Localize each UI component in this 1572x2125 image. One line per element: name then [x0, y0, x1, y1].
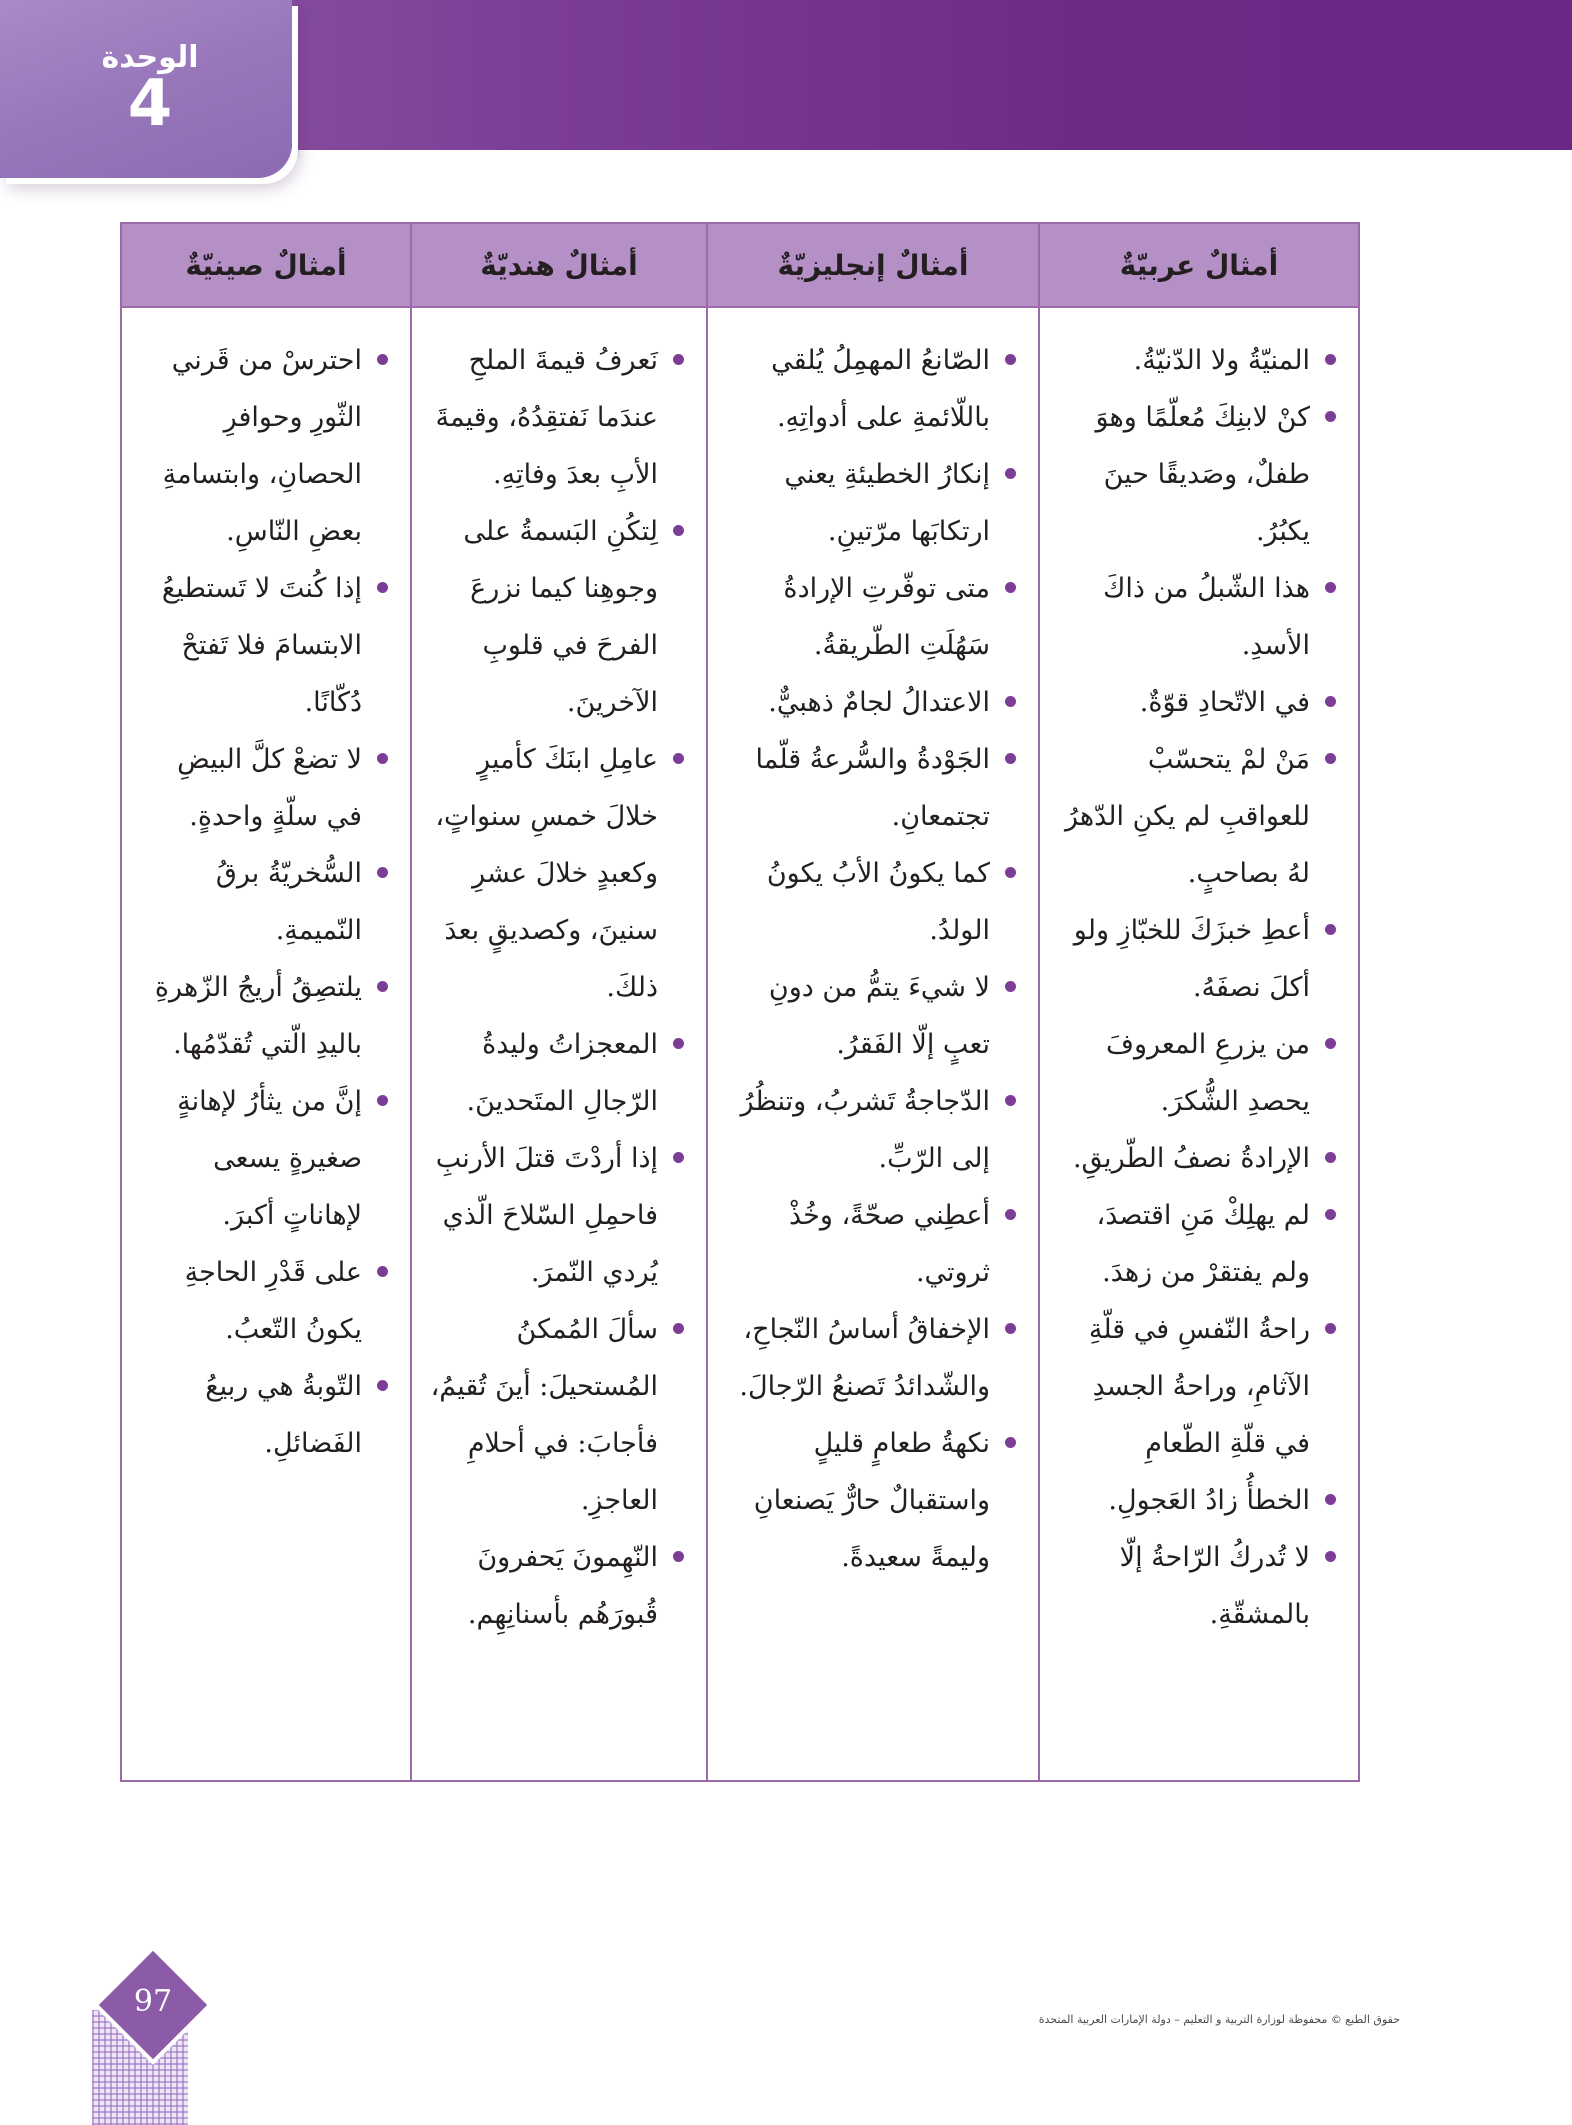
column-header: أمثالٌ هنديّةٌ — [412, 224, 706, 308]
proverb-item — [430, 1301, 684, 1529]
proverb-text: الخطأُ زادُ العَجولِ. — [1108, 1485, 1310, 1516]
proverb-text: إذا كُنتَ لا تَستطيعُ الابتسامَ فلا تَفتحْ دُكّانًا. — [161, 573, 362, 718]
proverb-text: الإرادةُ نصفُ الطّريقِ. — [1072, 1143, 1310, 1174]
proverb-item — [140, 845, 388, 959]
column-english-proverbs — [706, 224, 1038, 1780]
proverb-item — [140, 1244, 388, 1358]
proverb-item — [726, 560, 1016, 674]
proverb-list — [430, 332, 684, 1643]
proverb-text: متى توفّرتِ الإرادةُ سَهُلَتِ الطّريقةُ. — [783, 573, 990, 661]
proverb-text: التّوبةُ هي ربيعُ الفَضائلِ. — [205, 1371, 362, 1459]
column-body — [412, 308, 706, 1780]
bullet-icon — [1325, 1152, 1336, 1163]
proverb-item — [430, 332, 684, 503]
proverb-text: إنَّ من يثأرُ لإهانةٍ صغيرةٍ يسعى لإهاناتٍ أكبرَ. — [177, 1086, 362, 1231]
proverb-list — [140, 332, 388, 1472]
bullet-icon — [1325, 582, 1336, 593]
proverb-item — [726, 959, 1016, 1073]
proverb-text: كنْ لابنِكَ مُعلّمًا وهوَ طفلٌ، وصَديقًا حينَ يكبُرُ. — [1095, 402, 1310, 547]
bullet-icon — [673, 525, 684, 536]
column-body — [708, 308, 1038, 1780]
proverb-item — [1058, 1187, 1336, 1301]
proverb-text: الصّانعُ المهمِلُ يُلقي باللّائمةِ على أدواتِهِ. — [771, 345, 990, 433]
proverb-text: أعطِ خبزَكَ للخبّازِ ولو أكلَ نصفَهُ. — [1073, 915, 1310, 1003]
proverb-item — [1058, 560, 1336, 674]
bullet-icon — [673, 354, 684, 365]
proverb-item — [430, 503, 684, 731]
column-chinese-proverbs — [122, 224, 410, 1780]
column-body — [122, 308, 410, 1780]
bullet-icon — [377, 753, 388, 764]
bullet-icon — [1325, 354, 1336, 365]
proverb-item — [1058, 1016, 1336, 1130]
bullet-icon — [1005, 1437, 1016, 1448]
column-body — [1040, 308, 1358, 1780]
proverb-text: هذا الشّبلُ من ذاكَ الأسدِ. — [1103, 573, 1310, 661]
bullet-icon — [377, 582, 388, 593]
bullet-icon — [1005, 867, 1016, 878]
bullet-icon — [1325, 1494, 1336, 1505]
proverb-text: لا تُدركُ الرّاحةُ إلّا بالمشقّةِ. — [1119, 1542, 1310, 1630]
proverb-text: أعطِني صحّةً، وخُذْ ثروتي. — [788, 1200, 990, 1288]
proverb-list — [726, 332, 1016, 1586]
proverb-item — [1058, 1301, 1336, 1472]
proverb-item — [140, 560, 388, 731]
proverb-list — [1058, 332, 1336, 1643]
bullet-icon — [377, 1380, 388, 1391]
proverb-text: لم يهلِكْ مَنِ اقتصدَ، ولم يفتقرْ من زهدَ. — [1096, 1200, 1310, 1288]
bullet-icon — [377, 1095, 388, 1106]
bullet-icon — [1325, 924, 1336, 935]
bullet-icon — [1325, 411, 1336, 422]
bullet-icon — [1005, 1209, 1016, 1220]
bullet-icon — [1005, 981, 1016, 992]
proverb-item — [430, 1016, 684, 1130]
proverb-item — [430, 731, 684, 1016]
proverb-text: على قَدْرِ الحاجةِ يكونُ التّعبُ. — [184, 1257, 362, 1345]
proverb-item — [430, 1529, 684, 1643]
column-indian-proverbs — [410, 224, 706, 1780]
proverb-item — [140, 332, 388, 560]
proverb-text: الجَوْدةُ والسُّرعةُ قلّما تجتمعانِ. — [755, 744, 990, 832]
proverb-text: إنكارُ الخطيئةِ يعني ارتكابَها مرّتينِ. — [784, 459, 990, 547]
proverb-item — [726, 446, 1016, 560]
bullet-icon — [1005, 354, 1016, 365]
bullet-icon — [1325, 753, 1336, 764]
bullet-icon — [1005, 1323, 1016, 1334]
bullet-icon — [673, 1152, 684, 1163]
bullet-icon — [673, 1038, 684, 1049]
bullet-icon — [1005, 753, 1016, 764]
column-header: أمثالٌ صينيّةٌ — [122, 224, 410, 308]
proverb-text: الدّجاجةُ تَشربُ، وتنظُرُ إلى الرّبِّ. — [740, 1086, 990, 1174]
proverb-text: لا تضعْ كلَّ البيضِ في سلّةٍ واحدةٍ. — [177, 744, 362, 832]
bullet-icon — [377, 1266, 388, 1277]
unit-number: 4 — [127, 67, 173, 141]
bullet-icon — [1005, 468, 1016, 479]
proverb-text: مَنْ لمْ يتحسّبْ للعواقبِ لم يكنِ الدّهرُ لهُ بصاحبٍ. — [1064, 744, 1310, 889]
bullet-icon — [1005, 696, 1016, 707]
proverb-item — [1058, 332, 1336, 389]
proverb-item — [1058, 389, 1336, 560]
proverb-item — [1058, 731, 1336, 902]
proverb-item — [726, 1187, 1016, 1301]
bullet-icon — [1325, 696, 1336, 707]
proverb-text: احترسْ من قَرني الثّورِ وحوافرِ الحصانِ، وابتسامةِ بعضِ النّاسِ. — [162, 345, 362, 547]
proverb-text: عامِلِ ابنَكَ كأميرٍ خلالَ خمسِ سنواتٍ، وكعبدٍ خلالَ عشرِ سنينَ، وكصديقٍ بعدَ ذلكَ. — [435, 744, 658, 1003]
proverb-item — [1058, 674, 1336, 731]
bullet-icon — [1325, 1323, 1336, 1334]
proverbs-table — [120, 222, 1360, 1782]
bullet-icon — [673, 753, 684, 764]
proverb-text: لا شيءَ يتمُّ من دونِ تعبٍ إلّا الفَقرُ. — [768, 972, 990, 1060]
proverb-item — [726, 674, 1016, 731]
column-header: أمثالٌ عربيّةٌ — [1040, 224, 1358, 308]
proverb-item — [726, 332, 1016, 446]
proverb-item — [1058, 1529, 1336, 1643]
bullet-icon — [673, 1551, 684, 1562]
bullet-icon — [377, 354, 388, 365]
proverb-text: النّهِمونَ يَحفرونَ قُبورَهُم بأسنانِهِم. — [467, 1542, 658, 1630]
proverb-text: نَعرفُ قيمةَ الملحِ عندَما نَفتقِدُهُ، وقيمةَ الأبِ بعدَ وفاتِهِ. — [435, 345, 658, 490]
proverb-item — [140, 1073, 388, 1244]
proverb-item — [726, 1301, 1016, 1415]
proverb-item — [1058, 1130, 1336, 1187]
unit-tab — [0, 0, 292, 178]
proverb-text: لِتكُنِ البَسمةُ على وجوهِنا كيما نزرعَ الفرحَ في قلوبِ الآخرينَ. — [463, 516, 658, 718]
copyright-notice: حقوق الطبع © محفوظة لوزارة التربية و التعليم – دولة الإمارات العربية المتحدة — [1038, 2013, 1400, 2026]
bullet-icon — [673, 1323, 684, 1334]
bullet-icon — [1325, 1551, 1336, 1562]
bullet-icon — [1005, 1095, 1016, 1106]
proverb-item — [726, 731, 1016, 845]
page-number: 97 — [133, 1984, 173, 2019]
proverb-text: المعجزاتُ وليدةُ الرّجالِ المتَحدينَ. — [466, 1029, 658, 1117]
bullet-icon — [1325, 1209, 1336, 1220]
bullet-icon — [1325, 1038, 1336, 1049]
proverb-item — [726, 1415, 1016, 1586]
proverb-text: نكهةُ طعامٍ قليلٍ واستقبالٌ حارٌّ يَصنعانِ وليمةً سعيدةً. — [753, 1428, 990, 1573]
proverb-item — [430, 1130, 684, 1301]
unit-label: الوحدة — [101, 40, 199, 75]
proverb-text: كما يكونُ الأبُ يكونُ الولدُ. — [766, 858, 990, 946]
bullet-icon — [1005, 582, 1016, 593]
proverb-item — [140, 959, 388, 1073]
proverb-item — [726, 1073, 1016, 1187]
proverb-item — [1058, 902, 1336, 1016]
column-header: أمثالٌ إنجليزيّةٌ — [708, 224, 1038, 308]
proverb-item — [1058, 1472, 1336, 1529]
column-arabic-proverbs — [1038, 224, 1358, 1780]
bullet-icon — [377, 981, 388, 992]
proverb-item — [140, 1358, 388, 1472]
proverb-text: سألَ المُمكنُ المُستحيلَ: أينَ تُقيمُ، فأجابَ: في أحلامِ العاجزِ. — [430, 1314, 658, 1516]
proverb-text: الاعتدالُ لجامٌ ذهبيٌّ. — [768, 687, 990, 718]
proverb-text: في الاتّحادِ قوّةٌ. — [1139, 687, 1310, 718]
proverb-item — [726, 845, 1016, 959]
proverb-text: راحةُ النّفسِ في قلّةِ الآثامِ، وراحةُ الجسدِ في قلّةِ الطّعامِ — [1088, 1314, 1310, 1459]
proverb-text: السُّخريّةُ برقُ النّميمةِ. — [215, 858, 362, 946]
proverb-text: المنيّةُ ولا الدّنيّةُ. — [1133, 345, 1310, 376]
proverb-text: إذا أردْتَ قتلَ الأرنبِ فاحمِلِ السّلاحَ الّذي يُردي النّمرَ. — [435, 1143, 658, 1288]
proverb-text: يلتصِقُ أريجُ الزّهرةِ باليدِ الّتي تُقدّمُها. — [154, 972, 362, 1060]
bullet-icon — [377, 867, 388, 878]
proverb-text: الإخفاقُ أساسُ النّجاحِ، والشّدائدُ تَصنعُ الرّجالَ. — [739, 1314, 990, 1402]
proverb-text: من يزرعِ المعروفَ يحصدِ الشُّكرَ. — [1105, 1029, 1310, 1117]
proverb-item — [140, 731, 388, 845]
